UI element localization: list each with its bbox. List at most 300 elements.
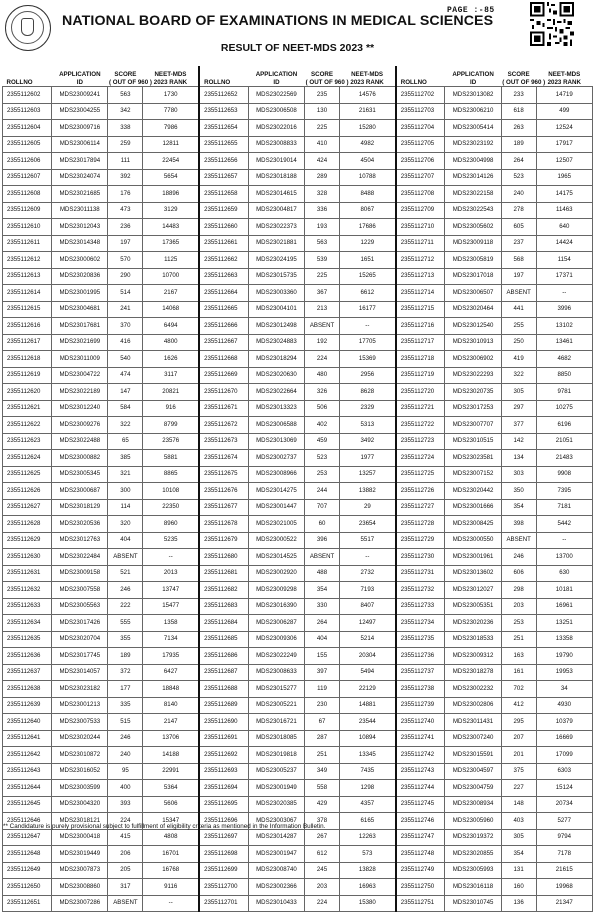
score-cell: 205	[108, 862, 143, 879]
rank-cell: 4682	[536, 351, 592, 368]
application-id-cell: MDS23002232	[445, 681, 501, 698]
rollno-cell: 2355112723	[396, 433, 445, 450]
application-id-cell: MDS23007240	[445, 730, 501, 747]
table-row	[3, 87, 593, 104]
rank-cell: 10894	[339, 730, 395, 747]
column-header-score-left	[108, 66, 152, 87]
application-id-cell: MDS23009158	[52, 565, 108, 582]
score-cell: 336	[305, 202, 340, 219]
rank-cell: 5313	[339, 417, 395, 434]
application-id-cell: MDS23012240	[52, 400, 108, 417]
score-cell: 177	[108, 681, 143, 698]
rank-cell: 499	[536, 103, 592, 120]
score-cell: 474	[108, 367, 143, 384]
score-cell: 130	[305, 103, 340, 120]
application-id-cell: MDS23014615	[248, 186, 304, 203]
application-id-cell: MDS23023192	[445, 136, 501, 153]
application-id-cell: MDS23023182	[52, 681, 108, 698]
rank-cell: 5654	[143, 169, 199, 186]
application-id-cell: MDS23005819	[445, 252, 501, 269]
application-id-cell: MDS23022373	[248, 219, 304, 236]
score-cell: 558	[305, 780, 340, 797]
application-id-cell: MDS23006210	[445, 103, 501, 120]
rollno-cell: 2355112653	[199, 103, 248, 120]
rollno-cell: 2355112678	[199, 516, 248, 533]
rank-cell: 14881	[339, 697, 395, 714]
rank-cell: 17917	[536, 136, 592, 153]
rollno-cell: 2355112714	[396, 285, 445, 302]
rollno-cell: 2355112604	[3, 120, 52, 137]
rollno-cell: 2355112711	[396, 235, 445, 252]
rank-cell: 16669	[536, 730, 592, 747]
application-id-cell: MDS23010872	[52, 747, 108, 764]
rank-cell: 13882	[339, 483, 395, 500]
rollno-cell: 2355112665	[199, 301, 248, 318]
rank-cell: 13102	[536, 318, 592, 335]
column-header-score-line-2: ( OUT OF 960 )	[502, 78, 546, 86]
score-cell: 197	[108, 235, 143, 252]
rank-cell: 10275	[536, 400, 592, 417]
score-cell: 305	[501, 384, 536, 401]
application-id-cell: MDS23024883	[248, 334, 304, 351]
table-row	[3, 318, 593, 335]
application-id-cell: MDS23004320	[52, 796, 108, 813]
application-id-cell: MDS23021881	[248, 235, 304, 252]
score-cell: 197	[501, 268, 536, 285]
application-id-cell: MDS23019014	[248, 153, 304, 170]
application-id-cell: MDS23012498	[248, 318, 304, 335]
application-id-cell: MDS23001995	[52, 285, 108, 302]
rank-cell: 6427	[143, 664, 199, 681]
application-id-cell: MDS23017681	[52, 318, 108, 335]
score-cell: 618	[501, 103, 536, 120]
table-row	[3, 417, 593, 434]
table-row	[3, 697, 593, 714]
rollno-cell: 2355112706	[396, 153, 445, 170]
score-cell: 237	[501, 235, 536, 252]
score-cell: 246	[108, 582, 143, 599]
application-id-cell: MDS23010745	[445, 895, 501, 912]
table-row	[3, 334, 593, 351]
rollno-cell: 2355112689	[199, 697, 248, 714]
score-cell: 330	[305, 598, 340, 615]
table-row	[3, 747, 593, 764]
rank-cell: 7193	[339, 582, 395, 599]
table-row	[3, 450, 593, 467]
rollno-cell: 2355112667	[199, 334, 248, 351]
rollno-cell: 2355112656	[199, 153, 248, 170]
score-cell: 415	[108, 829, 143, 846]
score-cell: 555	[108, 615, 143, 632]
column-header-application-id-line-2: ID	[273, 78, 280, 86]
score-cell: 65	[108, 433, 143, 450]
rank-cell: 12507	[536, 153, 592, 170]
score-cell: ABSENT	[501, 532, 536, 549]
rank-cell: 5214	[339, 631, 395, 648]
application-id-cell: MDS23007873	[52, 862, 108, 879]
score-cell: 230	[305, 697, 340, 714]
column-header-rollno-middle	[199, 66, 248, 87]
rollno-cell: 2355112676	[199, 483, 248, 500]
score-cell: 131	[501, 862, 536, 879]
rollno-cell: 2355112605	[3, 136, 52, 153]
application-id-cell: MDS23009276	[52, 417, 108, 434]
rollno-cell: 2355112698	[199, 846, 248, 863]
score-cell: 289	[305, 169, 340, 186]
rank-cell: 7435	[339, 763, 395, 780]
score-cell: 203	[501, 598, 536, 615]
rollno-cell: 2355112619	[3, 367, 52, 384]
column-header-application-id-line-2: ID	[76, 78, 83, 86]
application-id-cell: MDS23014525	[248, 549, 304, 566]
score-cell: 189	[108, 648, 143, 665]
table-row	[3, 648, 593, 665]
table-row	[3, 796, 593, 813]
application-id-cell: MDS23003599	[52, 780, 108, 797]
application-id-cell: MDS23020385	[248, 796, 304, 813]
score-cell: 192	[305, 334, 340, 351]
application-id-cell: MDS23002366	[248, 879, 304, 896]
score-cell: 267	[305, 829, 340, 846]
rank-cell: 7986	[143, 120, 199, 137]
score-cell: 404	[108, 532, 143, 549]
rank-cell: --	[339, 549, 395, 566]
application-id-cell: MDS23018129	[52, 499, 108, 516]
rollno-cell: 2355112603	[3, 103, 52, 120]
table-body	[3, 87, 593, 912]
score-cell: 264	[501, 153, 536, 170]
table-row	[3, 763, 593, 780]
score-cell: 410	[305, 136, 340, 153]
rank-cell: 6165	[339, 813, 395, 830]
page-title: RESULT OF NEET-MDS 2023 **	[220, 42, 375, 54]
rank-cell: 13251	[536, 615, 592, 632]
rollno-cell: 2355112617	[3, 334, 52, 351]
rollno-cell: 2355112669	[199, 367, 248, 384]
rollno-cell: 2355112662	[199, 252, 248, 269]
rollno-cell: 2355112644	[3, 780, 52, 797]
column-header-rank-line-1: NEET-MDS	[351, 71, 384, 78]
rollno-cell: 2355112609	[3, 202, 52, 219]
score-cell: 233	[501, 87, 536, 104]
score-cell: 263	[501, 120, 536, 137]
application-id-cell: MDS23022016	[248, 120, 304, 137]
application-id-cell: MDS23008740	[248, 862, 304, 879]
rollno-cell: 2355112732	[396, 582, 445, 599]
rollno-cell: 2355112749	[396, 862, 445, 879]
application-id-cell: MDS23019372	[445, 829, 501, 846]
rank-cell: 14424	[536, 235, 592, 252]
rank-cell: 19953	[536, 664, 592, 681]
rank-cell: 17099	[536, 747, 592, 764]
rollno-cell: 2355112692	[199, 747, 248, 764]
rank-cell: 4357	[339, 796, 395, 813]
rollno-cell: 2355112642	[3, 747, 52, 764]
rank-cell: 15380	[339, 895, 395, 912]
rollno-cell: 2355112700	[199, 879, 248, 896]
application-id-cell: MDS23011138	[52, 202, 108, 219]
score-cell: 378	[305, 813, 340, 830]
application-id-cell: MDS23001213	[52, 697, 108, 714]
rank-cell: 4808	[143, 829, 199, 846]
table-row	[3, 136, 593, 153]
rollno-cell: 2355112690	[199, 714, 248, 731]
rollno-cell: 2355112687	[199, 664, 248, 681]
score-cell: 400	[108, 780, 143, 797]
application-id-cell: MDS23024074	[52, 169, 108, 186]
rollno-cell: 2355112647	[3, 829, 52, 846]
rollno-cell: 2355112626	[3, 483, 52, 500]
rollno-cell: 2355112621	[3, 400, 52, 417]
rank-cell: --	[339, 318, 395, 335]
rollno-cell: 2355112628	[3, 516, 52, 533]
application-id-cell: MDS23020464	[445, 301, 501, 318]
application-id-cell: MDS23013602	[445, 565, 501, 582]
score-cell: 213	[305, 301, 340, 318]
rollno-cell: 2355112694	[199, 780, 248, 797]
score-cell: ABSENT	[108, 895, 143, 912]
application-id-cell: MDS23000418	[52, 829, 108, 846]
application-id-cell: MDS23016721	[248, 714, 304, 731]
rank-cell: 5364	[143, 780, 199, 797]
rollno-cell: 2355112636	[3, 648, 52, 665]
rank-cell: 21615	[536, 862, 592, 879]
score-cell: 245	[305, 862, 340, 879]
application-id-cell: MDS23009298	[248, 582, 304, 599]
rank-cell: 1626	[143, 351, 199, 368]
score-cell: 240	[501, 186, 536, 203]
rollno-cell: 2355112649	[3, 862, 52, 879]
table-row	[3, 780, 593, 797]
score-cell: 540	[108, 351, 143, 368]
table-header-row	[3, 66, 593, 87]
rollno-cell: 2355112637	[3, 664, 52, 681]
table-row	[3, 433, 593, 450]
rollno-cell: 2355112668	[199, 351, 248, 368]
column-header-rank-line-1: NEET-MDS	[154, 71, 187, 78]
rank-cell: 7134	[143, 631, 199, 648]
application-id-cell: MDS23015277	[248, 681, 304, 698]
score-cell: 506	[305, 400, 340, 417]
rank-cell: 3129	[143, 202, 199, 219]
score-cell: 441	[501, 301, 536, 318]
rank-cell: 2147	[143, 714, 199, 731]
application-id-cell: MDS23017426	[52, 615, 108, 632]
rollno-cell: 2355112715	[396, 301, 445, 318]
table-row	[3, 268, 593, 285]
rank-cell: 5606	[143, 796, 199, 813]
table-row	[3, 516, 593, 533]
rollno-cell: 2355112677	[199, 499, 248, 516]
rank-cell: 12497	[339, 615, 395, 632]
results-table-container	[2, 66, 593, 912]
rank-cell: 4504	[339, 153, 395, 170]
application-id-cell: MDS23005960	[445, 813, 501, 830]
application-id-cell: MDS23009118	[445, 235, 501, 252]
score-cell: 392	[108, 169, 143, 186]
score-cell: 134	[501, 450, 536, 467]
score-cell: 322	[501, 367, 536, 384]
application-id-cell: MDS23020704	[52, 631, 108, 648]
score-cell: 224	[305, 351, 340, 368]
rank-cell: 2732	[339, 565, 395, 582]
score-cell: 429	[305, 796, 340, 813]
score-cell: 290	[108, 268, 143, 285]
rank-cell: 20304	[339, 648, 395, 665]
application-id-cell: MDS23006902	[445, 351, 501, 368]
rollno-cell: 2355112616	[3, 318, 52, 335]
rollno-cell: 2355112695	[199, 796, 248, 813]
score-cell: 235	[305, 87, 340, 104]
rank-cell: 14068	[143, 301, 199, 318]
score-cell: 375	[501, 763, 536, 780]
rollno-cell: 2355112701	[199, 895, 248, 912]
score-cell: 225	[305, 120, 340, 137]
rank-cell: 34	[536, 681, 592, 698]
application-id-cell: MDS23000882	[52, 450, 108, 467]
application-id-cell: MDS23019818	[248, 747, 304, 764]
rank-cell: 16701	[143, 846, 199, 863]
application-id-cell: MDS23015591	[445, 747, 501, 764]
rollno-cell: 2355112634	[3, 615, 52, 632]
rank-cell: 916	[143, 400, 199, 417]
score-cell: 515	[108, 714, 143, 731]
rank-cell: 8799	[143, 417, 199, 434]
score-cell: 193	[305, 219, 340, 236]
score-cell: 322	[108, 417, 143, 434]
application-id-cell: MDS23016118	[445, 879, 501, 896]
application-id-cell: MDS23018188	[248, 169, 304, 186]
score-cell: 473	[108, 202, 143, 219]
rank-cell: 6303	[536, 763, 592, 780]
application-id-cell: MDS23008966	[248, 466, 304, 483]
rank-cell: 17365	[143, 235, 199, 252]
score-cell: 300	[108, 483, 143, 500]
rollno-cell: 2355112747	[396, 829, 445, 846]
application-id-cell: MDS23003067	[248, 813, 304, 830]
score-cell: 707	[305, 499, 340, 516]
rollno-cell: 2355112648	[3, 846, 52, 863]
rank-cell: 2329	[339, 400, 395, 417]
application-id-cell: MDS23020855	[445, 846, 501, 863]
score-cell: 370	[108, 318, 143, 335]
rollno-cell: 2355112704	[396, 120, 445, 137]
application-id-cell: MDS23007152	[445, 466, 501, 483]
score-cell: 605	[501, 219, 536, 236]
application-id-cell: MDS23002737	[248, 450, 304, 467]
score-cell: 225	[305, 268, 340, 285]
rollno-cell: 2355112635	[3, 631, 52, 648]
table-row	[3, 582, 593, 599]
rank-cell: 22991	[143, 763, 199, 780]
application-id-cell: MDS23011431	[445, 714, 501, 731]
rank-cell: 7395	[536, 483, 592, 500]
rank-cell: 13345	[339, 747, 395, 764]
score-cell: 155	[305, 648, 340, 665]
column-header-score-line-2: ( OUT OF 960 )	[305, 78, 349, 86]
rank-cell: 29	[339, 499, 395, 516]
rollno-cell: 2355112659	[199, 202, 248, 219]
rank-cell: 8488	[339, 186, 395, 203]
rank-cell: 6196	[536, 417, 592, 434]
rank-cell: 15347	[143, 813, 199, 830]
application-id-cell: MDS23018533	[445, 631, 501, 648]
rollno-cell: 2355112741	[396, 730, 445, 747]
application-id-cell: MDS23020630	[248, 367, 304, 384]
rollno-cell: 2355112738	[396, 681, 445, 698]
rollno-cell: 2355112735	[396, 631, 445, 648]
application-id-cell: MDS23000687	[52, 483, 108, 500]
rank-cell: 15265	[339, 268, 395, 285]
score-cell: 163	[501, 648, 536, 665]
rank-cell: 8865	[143, 466, 199, 483]
score-cell: 119	[305, 681, 340, 698]
score-cell: 385	[108, 450, 143, 467]
application-id-cell: MDS23004759	[445, 780, 501, 797]
rollno-cell: 2355112651	[3, 895, 52, 912]
application-id-cell: MDS23007533	[52, 714, 108, 731]
application-id-cell: MDS23001949	[248, 780, 304, 797]
rollno-cell: 2355112618	[3, 351, 52, 368]
application-id-cell: MDS23002920	[248, 565, 304, 582]
rank-cell: 12811	[143, 136, 199, 153]
rollno-cell: 2355112686	[199, 648, 248, 665]
rollno-cell: 2355112683	[199, 598, 248, 615]
rank-cell: 14719	[536, 87, 592, 104]
score-cell: 459	[305, 433, 340, 450]
score-cell: 222	[108, 598, 143, 615]
rank-cell: 15477	[143, 598, 199, 615]
score-cell: 335	[108, 697, 143, 714]
column-header-score-line-1: SCORE	[507, 71, 530, 78]
score-cell: 236	[108, 219, 143, 236]
page-header	[0, 0, 595, 62]
table-row	[3, 219, 593, 236]
rollno-cell: 2355112633	[3, 598, 52, 615]
score-cell: ABSENT	[501, 285, 536, 302]
column-header-rollno-line-1: ROLLNO	[6, 78, 33, 86]
rank-cell: 9794	[536, 829, 592, 846]
column-header-score-line-1: SCORE	[311, 71, 334, 78]
rollno-cell: 2355112736	[396, 648, 445, 665]
column-header-rollno-line-1: ROLLNO	[204, 78, 231, 86]
rank-cell: 21631	[339, 103, 395, 120]
application-id-cell: MDS23014287	[248, 829, 304, 846]
rollno-cell: 2355112742	[396, 747, 445, 764]
rollno-cell: 2355112620	[3, 384, 52, 401]
application-id-cell: MDS23020244	[52, 730, 108, 747]
score-cell: 320	[108, 516, 143, 533]
rank-cell: 7181	[536, 499, 592, 516]
table-row	[3, 565, 593, 582]
score-cell: 251	[305, 747, 340, 764]
application-id-cell: MDS23022158	[445, 186, 501, 203]
table-row	[3, 367, 593, 384]
rank-cell: 1977	[339, 450, 395, 467]
rollno-cell: 2355112608	[3, 186, 52, 203]
application-id-cell: MDS23009312	[445, 648, 501, 665]
score-cell: 240	[108, 747, 143, 764]
rank-cell: 5277	[536, 813, 592, 830]
application-id-cell: MDS23017894	[52, 153, 108, 170]
application-id-cell: MDS23006508	[248, 103, 304, 120]
table-row	[3, 400, 593, 417]
column-header-application-id-right	[445, 66, 501, 87]
application-id-cell: MDS23001447	[248, 499, 304, 516]
column-header-rank-line-2: 2023 RANK	[547, 78, 581, 86]
application-id-cell: MDS23019449	[52, 846, 108, 863]
rank-cell: 17705	[339, 334, 395, 351]
